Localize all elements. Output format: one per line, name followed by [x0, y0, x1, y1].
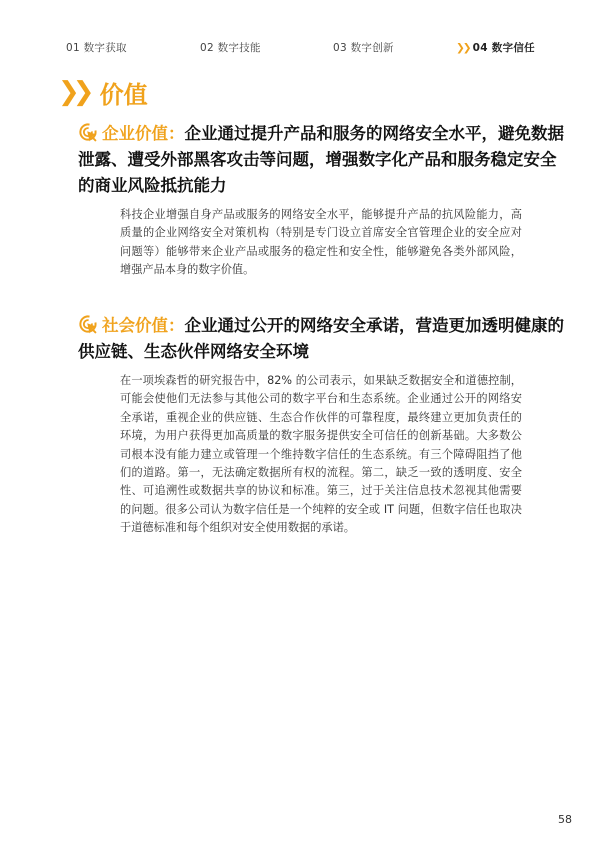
nav-item-digital-innovation[interactable]: 03 数字创新 — [333, 42, 394, 54]
top-navigation — [0, 40, 600, 56]
social-value-heading-text: 企业通过公开的网络安全承诺，营造更加透明健康的供应链、生态伙伴网络安全环境 — [78, 316, 564, 361]
section-title-text: 价值 — [99, 80, 148, 109]
chevron-right-icon: ❯❯ — [456, 42, 470, 54]
section-title — [58, 74, 148, 110]
enterprise-value-heading-text: 企业通过提升产品和服务的网络安全水平，避免数据泄露、遭受外部黑客攻击等问题，增强数字化产品和服务稳定安全的商业风险抵抗能力 — [78, 124, 564, 195]
enterprise-value-heading — [78, 121, 568, 199]
enterprise-value-paragraph: 科技企业增强自身产品或服务的网络安全水平，能够提升产品的抗风险能力，高质量的企业网络安全对策机构（特别是专门设立首席安全官管理企业的安全应对问题等）能够带来企业产品或服务的稳定性和安全性，能够避免各类外部风险，增强产品本身的数字价值。 — [120, 208, 522, 277]
target-cursor-icon — [78, 314, 98, 334]
nav-item-digital-skills[interactable]: 02 数字技能 — [200, 42, 261, 54]
nav-item-digital-access[interactable]: 01 数字获取 — [66, 42, 127, 54]
social-value-label: 社会价值： — [102, 316, 185, 335]
page-number: 58 — [558, 813, 572, 826]
enterprise-value-label: 企业价值： — [102, 124, 185, 143]
target-cursor-icon — [78, 122, 98, 142]
social-value-heading — [78, 313, 568, 365]
nav-item-digital-trust[interactable]: ❯❯ 04 数字信任 — [456, 42, 535, 54]
social-value-paragraph: 在一项埃森哲的研究报告中，82% 的公司表示，如果缺乏数据安全和道德控制，可能会使他们无法参与其他公司的数字平台和生态系统。企业通过公开的网络安全承诺，重视企业的供应链、生态合作伙伴的可靠程度，最终建立更加负责任的环境，为用户获得更加高质量的数字服务提供安全可信任的创新基础。大多数公司根本没有能力建立或管理一个维持数字信任的生态系统。有三个障碍阻挡了他们的道路。第一，无法确定数据所有权的流程。第二，缺乏一致的透明度、安全性、可追溯性或数据共享的协议和标准。第三，过于关注信息技术忽视其他需要的问题。很多公司认为数字信任是一个纯粹的安全或 IT 问题，但数字信任也取决于道德标准和每个组织对安全使用数据的承诺。 — [120, 374, 522, 535]
double-chevron-icon: ❯❯ — [58, 77, 88, 107]
